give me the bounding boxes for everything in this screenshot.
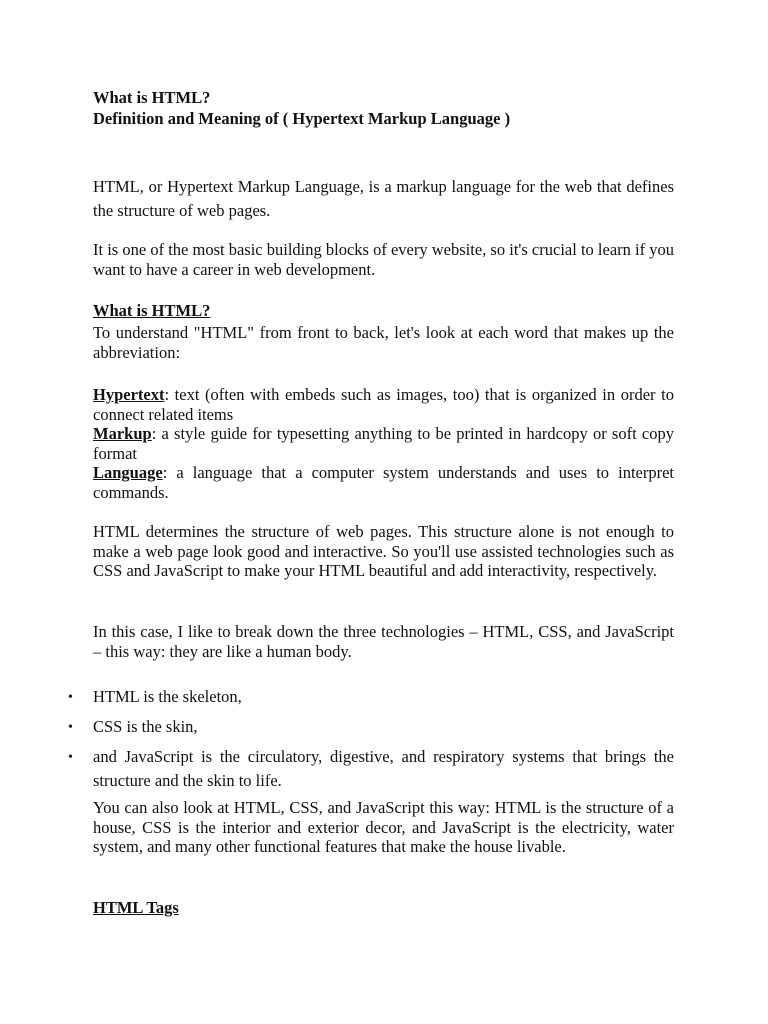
intro-paragraph-1: HTML, or Hypertext Markup Language, is a markup language for the web that defines the structure of web pages. — [93, 177, 674, 220]
list-item: and JavaScript is the circulatory, digestive, and respiratory systems that brings the structure and the skin to life. — [93, 747, 674, 790]
document-title: What is HTML? — [93, 88, 211, 107]
definition-hypertext — [93, 385, 674, 424]
analogy-paragraph: In this case, I like to break down the three technologies – HTML, CSS, and JavaScript – this way: they are like a human body. — [93, 622, 674, 661]
house-analogy-paragraph: You can also look at HTML, CSS, and JavaScript this way: HTML is the structure of a house, CSS is the interior and exterior decor, and JavaScript is the electricity, water system, and many other functional features that make the house livable. — [93, 798, 674, 856]
section-intro-paragraph: To understand "HTML" from front to back, let's look at each word that makes up the abbreviation: — [93, 323, 674, 362]
document-subtitle: Definition and Meaning of ( Hypertext Markup Language ) — [93, 109, 511, 128]
definition-term: Markup — [93, 424, 152, 443]
definition-language — [93, 463, 674, 502]
section-heading-html-tags: HTML Tags — [93, 898, 179, 917]
section-heading-what-is-html: What is HTML? — [93, 301, 211, 320]
definition-markup — [93, 424, 674, 463]
list-item: CSS is the skin, — [93, 717, 198, 736]
definition-term: Language — [93, 463, 163, 482]
definition-text: : a style guide for typesetting anything to be printed in hardcopy or soft copy format — [93, 424, 674, 463]
definition-text: : text (often with embeds such as images, too) that is organized in order to connect related items — [93, 385, 674, 424]
list-item: HTML is the skeleton, — [93, 687, 242, 706]
definition-term: Hypertext — [93, 385, 165, 404]
bullet-marker: • — [68, 720, 73, 735]
intro-paragraph-2: It is one of the most basic building blocks of every website, so it's crucial to learn if you want to have a career in web development. — [93, 240, 674, 279]
structure-paragraph: HTML determines the structure of web pages. This structure alone is not enough to make a web page look good and interactive. So you'll use assisted technologies such as CSS and JavaScript to make your HTML beautiful and add interactivity, respectively. — [93, 522, 674, 580]
bullet-marker: • — [68, 690, 73, 705]
bullet-marker: • — [68, 750, 73, 765]
definition-text: : a language that a computer system understands and uses to interpret commands. — [93, 463, 674, 502]
